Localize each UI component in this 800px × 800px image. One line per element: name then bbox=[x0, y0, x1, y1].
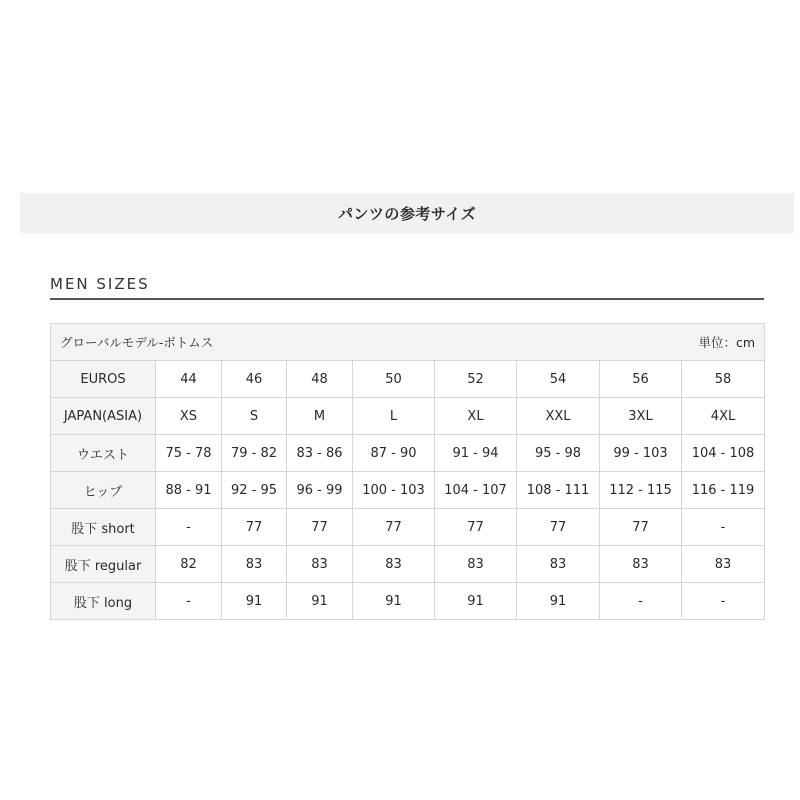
table-cell: 48 bbox=[287, 361, 353, 398]
size-table bbox=[50, 323, 765, 620]
table-cell: 83 bbox=[222, 546, 287, 583]
table-cell: 96 - 99 bbox=[287, 472, 353, 509]
page-title: パンツの参考サイズ bbox=[337, 204, 477, 223]
table-cell: XS bbox=[156, 398, 222, 435]
row-label: 股下 short bbox=[51, 509, 156, 546]
table-row bbox=[51, 472, 765, 509]
title-bar bbox=[20, 193, 794, 233]
table-cell: 83 - 86 bbox=[287, 435, 353, 472]
table-cell: L bbox=[353, 398, 435, 435]
table-cell: 77 bbox=[222, 509, 287, 546]
table-cell: 83 bbox=[287, 546, 353, 583]
section-heading bbox=[50, 274, 764, 300]
table-cell: 91 bbox=[222, 583, 287, 620]
table-cell: 83 bbox=[600, 546, 682, 583]
section-heading-label: MEN SIZES bbox=[50, 275, 150, 293]
table-cell: 88 - 91 bbox=[156, 472, 222, 509]
table-cell: - bbox=[600, 583, 682, 620]
table-cell: 77 bbox=[435, 509, 517, 546]
table-cell: 3XL bbox=[600, 398, 682, 435]
table-cell: - bbox=[682, 509, 765, 546]
table-cell: 87 - 90 bbox=[353, 435, 435, 472]
table-cell: 58 bbox=[682, 361, 765, 398]
table-cell: 91 bbox=[435, 583, 517, 620]
row-label: EUROS bbox=[51, 361, 156, 398]
table-cell: 46 bbox=[222, 361, 287, 398]
table-cell: 54 bbox=[517, 361, 600, 398]
table-cell: 104 - 108 bbox=[682, 435, 765, 472]
table-cell: 91 - 94 bbox=[435, 435, 517, 472]
table-cell: 112 - 115 bbox=[600, 472, 682, 509]
table-cell: 77 bbox=[600, 509, 682, 546]
table-cell: 44 bbox=[156, 361, 222, 398]
row-label: JAPAN(ASIA) bbox=[51, 398, 156, 435]
table-cell: XL bbox=[435, 398, 517, 435]
table-cell: 92 - 95 bbox=[222, 472, 287, 509]
table-cell: M bbox=[287, 398, 353, 435]
table-cell: S bbox=[222, 398, 287, 435]
table-cell: - bbox=[156, 509, 222, 546]
row-label: ウエスト bbox=[51, 435, 156, 472]
table-caption-cell bbox=[51, 324, 765, 361]
table-cell: 77 bbox=[353, 509, 435, 546]
table-cell: 83 bbox=[517, 546, 600, 583]
table-row bbox=[51, 583, 765, 620]
table-cell: 95 - 98 bbox=[517, 435, 600, 472]
table-cell: 75 - 78 bbox=[156, 435, 222, 472]
table-cell: 83 bbox=[682, 546, 765, 583]
table-cell: 77 bbox=[287, 509, 353, 546]
table-cell: 100 - 103 bbox=[353, 472, 435, 509]
table-cell: 83 bbox=[435, 546, 517, 583]
table-cell: XXL bbox=[517, 398, 600, 435]
table-cell: 91 bbox=[353, 583, 435, 620]
table-cell: 83 bbox=[353, 546, 435, 583]
table-row bbox=[51, 509, 765, 546]
table-cell: - bbox=[156, 583, 222, 620]
table-cell: 79 - 82 bbox=[222, 435, 287, 472]
table-row bbox=[51, 435, 765, 472]
table-cell: - bbox=[682, 583, 765, 620]
row-label: ヒップ bbox=[51, 472, 156, 509]
table-cell: 50 bbox=[353, 361, 435, 398]
table-row bbox=[51, 398, 765, 435]
table-cell: 91 bbox=[287, 583, 353, 620]
table-row bbox=[51, 361, 765, 398]
table-cell: 91 bbox=[517, 583, 600, 620]
table-cell: 99 - 103 bbox=[600, 435, 682, 472]
row-label: 股下 long bbox=[51, 583, 156, 620]
table-cell: 77 bbox=[517, 509, 600, 546]
table-cell: 104 - 107 bbox=[435, 472, 517, 509]
table-cell: 108 - 111 bbox=[517, 472, 600, 509]
table-cell: 52 bbox=[435, 361, 517, 398]
table-cell: 4XL bbox=[682, 398, 765, 435]
row-label: 股下 regular bbox=[51, 546, 156, 583]
table-row bbox=[51, 546, 765, 583]
table-cell: 82 bbox=[156, 546, 222, 583]
table-cell: 56 bbox=[600, 361, 682, 398]
table-caption-model: グローバルモデル-ボトムス bbox=[60, 335, 214, 350]
table-caption-row bbox=[51, 324, 765, 361]
table-caption-unit: 単位：cm bbox=[698, 335, 756, 350]
table-cell: 116 - 119 bbox=[682, 472, 765, 509]
